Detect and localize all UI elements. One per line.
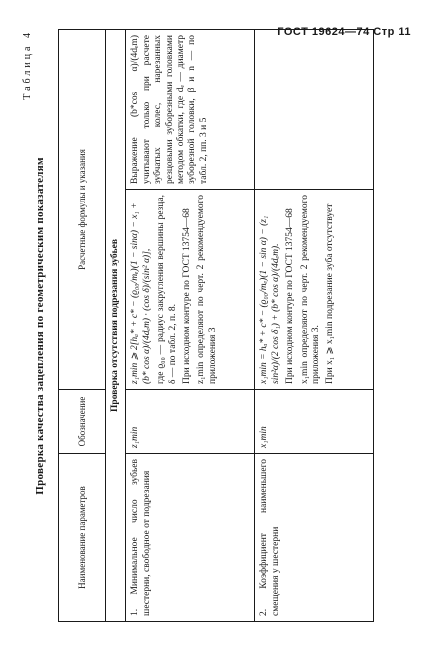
column-header-name: Наименование параметров: [59, 454, 106, 622]
parameter-name: 2. Коэффициент наименьшего смещения у шестерни: [255, 454, 374, 622]
rotated-table-page: [20, 30, 404, 622]
table-title: Проверка качества зацепления по геометрическим показателям: [34, 157, 46, 495]
formula-cell: [255, 190, 374, 390]
parameter-name: 1. Минимальное число зубьев шестерни, свободное от подрезания: [126, 454, 255, 622]
formula-note: x₁min определяют по черт. 2 рекомендуемого приложения 3.: [299, 195, 321, 384]
parameter-symbol: z₁min: [126, 390, 255, 454]
table-row: [255, 30, 374, 622]
formula-cell: [126, 190, 255, 390]
table-label: Таблица 4: [22, 30, 33, 100]
page-header: ГОСТ 19624—74 Стр 11: [277, 26, 411, 38]
remarks-cell: [255, 30, 374, 190]
formula-note: При исходном контуре по ГОСТ 13754—68: [181, 208, 192, 384]
section-row: [106, 30, 126, 622]
parameter-symbol: x₁min: [255, 390, 374, 454]
remarks-cell: Выражение (b*cos α)/(4dₑm) учитывают только при расчете зубчатых колес, нарезанных резцовыми зуборезными головками методом обкатки, где dₑ — диаметр зуборезной головки, β и n — по табл. 2, пп. 3 и 5: [126, 30, 255, 190]
formula-note: При исходном контуре по ГОСТ 13754—68: [285, 208, 296, 384]
column-header-formulas: Расчетные формулы и указания: [59, 30, 106, 390]
formula-note: где ϱ₀₀ — радиус закругления вершины резца, δ — по табл. 2, п. 8.: [156, 195, 178, 384]
section-title: Проверка отсутствия подрезания зубьев: [106, 30, 126, 622]
column-header-symbol: Обозначение: [59, 390, 106, 454]
formula-text: x₁min = hₐ* + c* − (ϱ₀₀/mₑ)(1 − sin α) − (z₁ sin²α)/(2 cos δ₁) + (b* cos α)/(4dₑm).: [259, 215, 281, 384]
table-row: [126, 30, 255, 622]
formula-note: z₁min определяют по черт. 2 рекомендуемого приложения 3: [196, 195, 218, 384]
formula-note: При x₁ ⩾ x₁min подрезание зуба отсутствует: [325, 203, 336, 384]
formula-text: z₁min ⩾ 2[hₐ* + c* − (ϱ₀₀/mₑ)(1 − sinα) − x₁ + (b* cos α)/(4dₑm) · (cos δ)/(sin² α)],: [130, 202, 152, 384]
geometry-check-table: [58, 29, 374, 622]
table-header-row: [59, 30, 106, 622]
